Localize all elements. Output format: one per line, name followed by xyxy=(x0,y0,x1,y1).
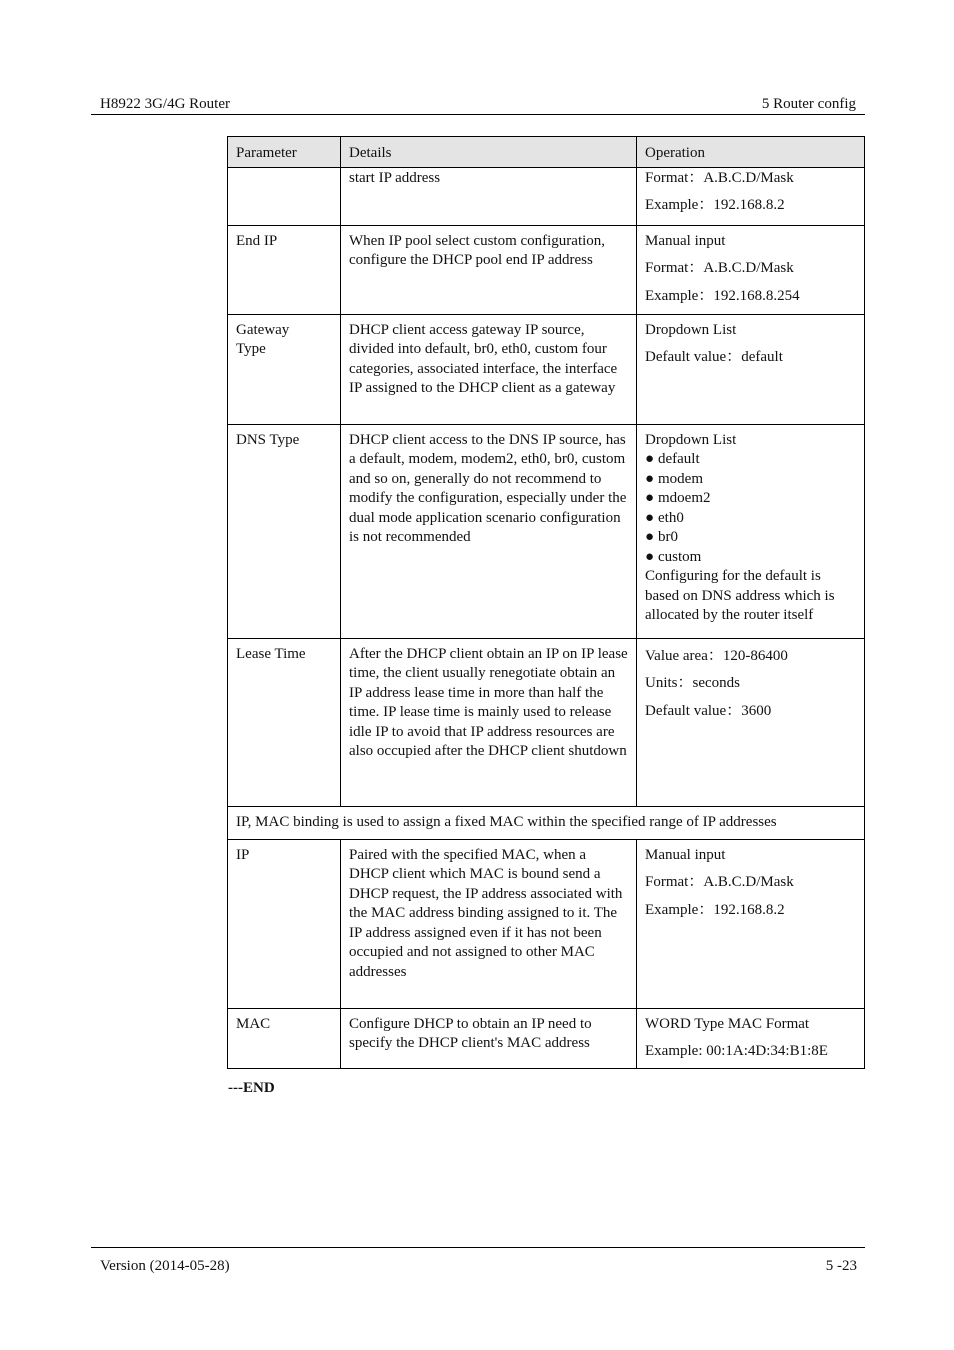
operation-line: Dropdown List xyxy=(645,321,737,338)
operation-cell xyxy=(637,1008,865,1068)
footer-version: Version (2014-05-28) xyxy=(100,1258,230,1274)
header-doc-title: H8922 3G/4G Router xyxy=(100,96,230,112)
table-row xyxy=(228,314,865,424)
operation-line: Example：192.168.8.2 xyxy=(645,901,785,918)
table-row xyxy=(228,1008,865,1068)
bullet-icon: ● xyxy=(645,490,655,506)
operation-cell xyxy=(637,839,865,1008)
operation-line: Format：A.B.C.D/Mask xyxy=(645,260,794,276)
operation-cell xyxy=(637,314,865,424)
details-cell: Paired with the specified MAC, when a DHCP client which MAC is bound send a DHCP request, the IP address associated with the MAC address binding assigned to it. The IP address assigned even if it has not been occupied and not assigned to other MAC addresses xyxy=(341,839,637,1008)
operation-line: Value area：120-86400 xyxy=(645,647,788,664)
table-row xyxy=(228,225,865,314)
bullet-icon: ● xyxy=(645,548,655,565)
column-header-details: Details xyxy=(341,137,637,168)
operation-line: Units：seconds xyxy=(645,675,740,691)
list-item: ● eth0 xyxy=(645,509,856,529)
parameter-cell: End IP xyxy=(228,225,341,314)
parameter-cell xyxy=(228,167,341,225)
parameter-cell: Lease Time xyxy=(228,638,341,806)
parameter-table xyxy=(227,136,865,1069)
header-rule xyxy=(91,114,865,115)
details-cell: When IP pool select custom configuration, configure the DHCP pool end IP address xyxy=(341,225,637,314)
operation-line: Format：A.B.C.D/Mask xyxy=(645,169,794,186)
operation-line: WORD Type MAC Format xyxy=(645,1015,810,1032)
column-header-operation: Operation xyxy=(637,137,865,168)
bullet-icon: ● xyxy=(645,529,655,545)
operation-line: Default value：default xyxy=(645,349,783,365)
parameter-cell: Gateway Type xyxy=(228,314,341,424)
details-cell: start IP address xyxy=(341,167,637,225)
end-marker: ---END xyxy=(228,1080,275,1096)
parameter-cell: IP xyxy=(228,839,341,1008)
list-item: ● mdoem2 xyxy=(645,489,856,509)
table-row xyxy=(228,638,865,806)
table-header-row xyxy=(228,137,865,168)
details-cell: DHCP client access gateway IP source, divided into default, br0, eth0, custom four categories, associated interface, the interface IP assigned to the DHCP client as a gateway xyxy=(341,314,637,424)
operation-line: Default value：3600 xyxy=(645,702,772,719)
operation-cell xyxy=(637,638,865,806)
footer-page-number: 5 -23 xyxy=(825,1258,857,1274)
operation-note: Configuring for the default is based on DNS address which is allocated by the router itself xyxy=(645,568,835,623)
dns-option-list xyxy=(645,450,856,567)
operation-cell xyxy=(637,225,865,314)
operation-line: Example：192.168.8.254 xyxy=(645,287,800,304)
list-item: ● default xyxy=(645,450,856,470)
header-chapter-title: 5 Router config xyxy=(761,96,856,112)
table-row xyxy=(228,806,865,839)
binding-note-cell: IP, MAC binding is used to assign a fixed MAC within the specified range of IP addresses xyxy=(228,806,865,839)
column-header-parameter: Parameter xyxy=(228,137,341,168)
operation-line: Example：192.168.8.2 xyxy=(645,197,785,213)
bullet-icon: ● xyxy=(645,451,655,467)
list-item: ● custom xyxy=(645,548,856,568)
table-row xyxy=(228,167,865,225)
operation-line: Dropdown List xyxy=(645,431,737,448)
details-cell: Configure DHCP to obtain an IP need to specify the DHCP client's MAC address xyxy=(341,1008,637,1068)
footer-rule xyxy=(91,1247,865,1248)
list-item: ● br0 xyxy=(645,528,856,548)
operation-cell xyxy=(637,167,865,225)
bullet-icon: ● xyxy=(645,509,655,526)
table-row xyxy=(228,839,865,1008)
parameter-cell: DNS Type xyxy=(228,424,341,638)
bullet-icon: ● xyxy=(645,470,655,487)
details-cell: DHCP client access to the DNS IP source, has a default, modem, modem2, eth0, br0, custom and so on, generally do not recommend to modify the configuration, especially under the dual mode application scenario configuration is not recommended xyxy=(341,424,637,638)
operation-line: Manual input xyxy=(645,232,726,249)
parameter-cell: MAC xyxy=(228,1008,341,1068)
list-item: ● modem xyxy=(645,470,856,490)
operation-line: Format：A.B.C.D/Mask xyxy=(645,874,794,890)
details-cell: After the DHCP client obtain an IP on IP lease time, the client usually renegotiate obtain an IP address lease time in more than half the time. IP lease time is mainly used to release idle IP to avoid that IP address resources are also occupied after the DHCP client shutdown xyxy=(341,638,637,806)
operation-line: Manual input xyxy=(645,846,726,863)
operation-cell xyxy=(637,424,865,638)
table-row xyxy=(228,424,865,638)
operation-line: Example: 00:1A:4D:34:B1:8E xyxy=(645,1043,828,1059)
